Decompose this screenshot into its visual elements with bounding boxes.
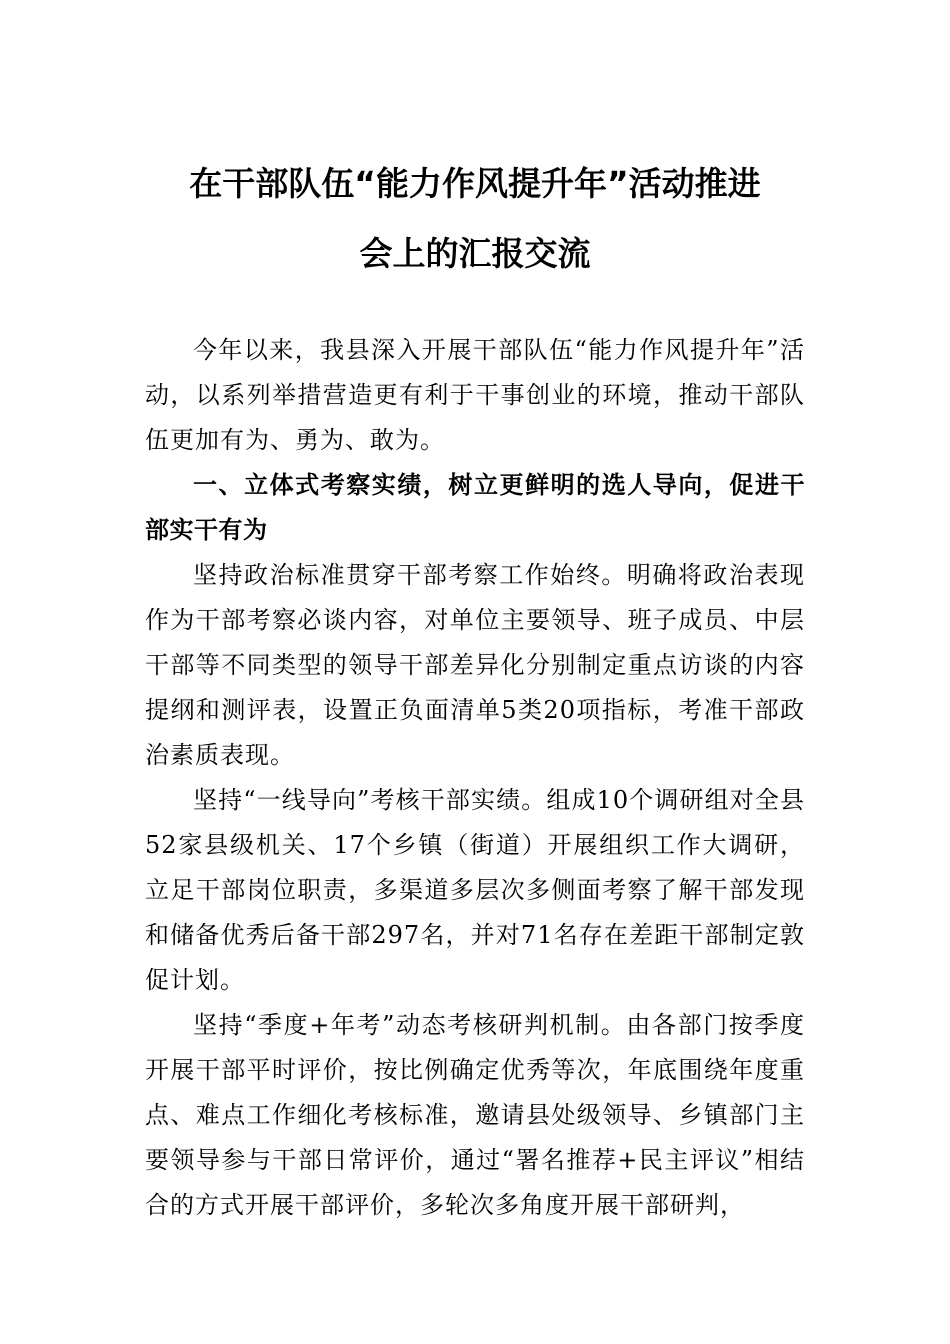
document-title-line-2: 会上的汇报交流: [359, 234, 591, 273]
body-paragraph-frontline-orientation: 坚持“一线导向”考核干部实绩。组成10个调研组对全县52家县级机关、17个乡镇（街道）开展组织工作大调研，立足干部岗位职责，多渠道多层次多侧面考察了解干部发现和储备优秀后备干部297名，并对71名存在差距干部制定敦促计划。: [145, 786, 805, 994]
intro-paragraph: 今年以来，我县深入开展干部队伍“能力作风提升年”活动，以系列举措营造更有利于干事创业的环境，推动干部队伍更加有为、勇为、敢为。: [145, 336, 805, 454]
body-paragraph-political-standard: 坚持政治标准贯穿干部考察工作始终。明确将政治表现作为干部考察必谈内容，对单位主要领导、班子成员、中层干部等不同类型的领导干部差异化分别制定重点访谈的内容提纲和测评表，设置正负面清单5类20项指标，考准干部政治素质表现。: [145, 561, 805, 769]
section-heading-1: 一、立体式考察实绩，树立更鲜明的选人导向，促进干部实干有为: [145, 471, 805, 544]
document-title-line-1: 在干部队伍“能力作风提升年”活动推进: [189, 164, 761, 203]
body-paragraph-dynamic-assessment: 坚持“季度+年考”动态考核研判机制。由各部门按季度开展干部平时评价，按比例确定优秀等次，年底围绕年度重点、难点工作细化考核标准，邀请县处级领导、乡镇部门主要领导参与干部日常评价，通过“署名推荐+民主评议”相结合的方式开展干部评价，多轮次多角度开展干部研判，: [145, 1011, 805, 1219]
document-body: [145, 328, 805, 1228]
